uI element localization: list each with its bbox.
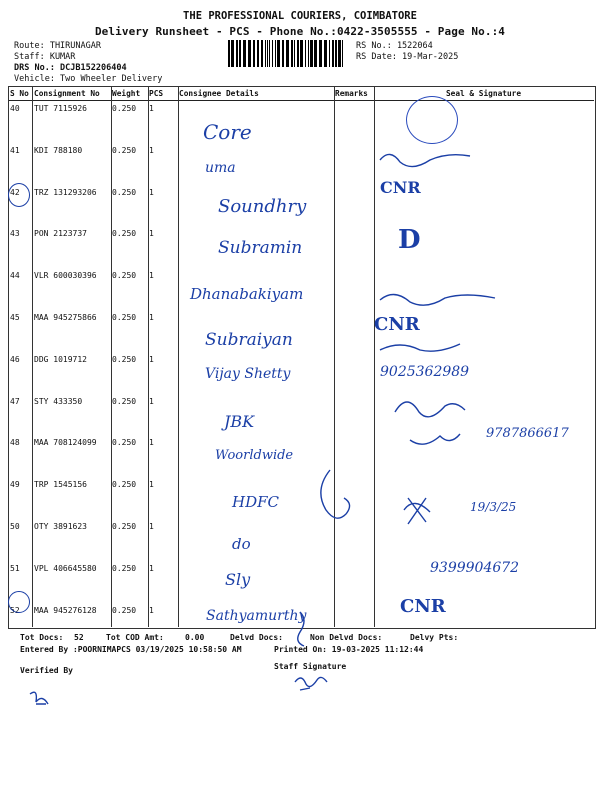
row-remarks [333,394,373,436]
total-docs-label: Tot Docs: [20,633,64,642]
row-pcs: 1 [149,271,154,281]
table-row [8,435,594,477]
row-remarks [333,101,373,143]
row-consignment-no: MAA 945276128 [34,605,97,615]
total-docs-value: 52 [74,633,84,642]
row-weight: 0.250 [112,605,137,615]
row-weight: 0.250 [112,271,137,281]
runsheet-subtitle: Delivery Runsheet - PCS - Phone No.:0422-3505555 - Page No.:4 [94,25,506,38]
row-consignment-no: MAA 708124099 [34,438,97,448]
row-consignment-no: TUT 7115926 [34,104,87,113]
row-pcs: 1 [149,396,154,406]
handwritten-signature: CNR [374,314,420,335]
handwritten-signature: 9025362989 [380,364,470,380]
row-pcs: 1 [149,312,154,322]
col-consignment: Consignment No [32,86,110,101]
column-divider [148,86,149,627]
handwritten-signature: CNR [380,178,421,197]
column-divider [334,86,335,627]
row-sno: 47 [10,396,20,406]
row-weight: 0.250 [112,187,137,197]
col-remarks: Remarks [333,86,373,101]
table-row [8,310,594,352]
circle-mark [8,183,30,207]
table-header-row [8,86,594,101]
row-weight: 0.250 [112,104,137,113]
row-consignment-no: STY 433350 [34,396,83,406]
row-pcs: 1 [149,354,154,364]
row-weight: 0.250 [112,145,137,155]
staff-signature-label: Staff Signature [274,662,347,671]
row-sno: 48 [10,438,20,448]
row-sno: 46 [10,354,20,364]
row-pcs: 1 [149,145,154,155]
row-weight: 0.250 [112,354,137,364]
row-pcs: 1 [149,187,154,197]
row-sno: 52 [10,605,20,615]
handwritten-consignee: Subramin [218,238,303,258]
column-divider [32,86,33,627]
row-remarks [333,226,373,268]
row-consignment-no: VPL 406645580 [34,563,97,573]
non-delivered-docs-label: Non Delvd Docs: [310,633,383,642]
row-pcs: 1 [149,521,154,531]
rs-number: RS No.: 1522064 [356,41,433,51]
drs-number: DRS No.: DCJB152206404 [14,63,127,73]
row-pcs: 1 [149,563,154,573]
handwritten-signature: D [398,225,421,255]
handwritten-signature: 19/3/25 [470,500,517,514]
row-consignee-details [177,561,333,603]
row-consignment-no: MAA 945275866 [34,312,97,322]
row-sno: 50 [10,521,20,531]
verified-signature-scribble [30,692,48,704]
row-weight: 0.250 [112,521,137,531]
row-sno: 42 [10,187,20,197]
row-remarks [333,519,373,561]
table-row [8,519,594,561]
handwritten-consignee: Subraiyan [205,330,293,350]
row-consignment-no: KDI 788180 [34,145,83,155]
row-seal-signature [373,268,594,310]
row-pcs: 1 [149,438,154,448]
row-sno: 51 [10,563,20,573]
table-row [8,352,594,394]
row-consignment-no: PON 2123737 [34,229,87,239]
row-consignee-details [177,394,333,436]
row-remarks [333,352,373,394]
row-sno: 40 [10,104,20,113]
handwritten-consignee: Dhanabakiyam [190,285,304,303]
column-divider [374,86,375,627]
handwritten-consignee: uma [205,160,236,176]
handwritten-consignee: do [232,535,251,553]
row-consignee-details [177,143,333,185]
handwritten-consignee: Vijay Shetty [205,366,291,382]
row-weight: 0.250 [112,229,137,239]
row-consignment-no: OTY 3891623 [34,521,87,531]
row-remarks [333,310,373,352]
vehicle: Vehicle: Two Wheeler Delivery [14,74,163,84]
col-consignee: Consignee Details [177,86,333,101]
col-weight: Weight [110,86,147,101]
row-remarks [333,561,373,603]
table-row [8,143,594,185]
handwritten-consignee: Woorldwide [215,448,294,463]
row-sno: 41 [10,145,20,155]
handwritten-signature: CNR [400,596,446,617]
company-title: THE PROFESSIONAL COURIERS, COIMBATORE [183,10,417,22]
delivered-docs-label: Delvd Docs: [230,633,283,642]
handwritten-consignee: Sathyamurthy [206,608,307,624]
entered-by: Entered By :POORNIMAPCS 03/19/2025 10:58:50 AM [20,645,242,654]
row-pcs: 1 [149,480,154,490]
verified-by-label: Verified By [20,666,73,675]
row-sno: 49 [10,480,20,490]
staff-signature-scribble [295,677,327,690]
printed-on: Printed On: 19-03-2025 11:12:44 [274,645,424,654]
barcode-image [228,40,346,67]
row-remarks [333,435,373,477]
circle-mark [8,591,30,613]
table-row [8,101,594,143]
row-remarks [333,268,373,310]
row-weight: 0.250 [112,480,137,490]
row-consignee-details [177,519,333,561]
row-seal-signature [373,519,594,561]
row-weight: 0.250 [112,312,137,322]
row-sno: 43 [10,229,20,239]
column-divider [178,86,179,627]
row-weight: 0.250 [112,563,137,573]
runsheet-table [8,86,594,640]
handwritten-consignee: JBK [224,412,255,431]
row-sno: 45 [10,312,20,322]
handwritten-signature: 9787866617 [486,426,569,441]
row-consignment-no: DDG 1019712 [34,354,87,364]
row-consignment-no: TRZ 131293206 [34,187,97,197]
col-seal-signature: Seal & Signature [373,86,594,101]
row-pcs: 1 [149,104,154,113]
row-weight: 0.250 [112,396,137,406]
handwritten-consignee: Sly [225,570,251,589]
route: Route: THIRUNAGAR [14,41,101,51]
handwritten-signature: 9399904672 [430,560,520,576]
courier-seal-stamp [406,96,458,144]
row-consignment-no: VLR 600030396 [34,271,97,281]
staff: Staff: KUMAR [14,52,76,62]
handwritten-consignee: Core [203,120,252,144]
row-sno: 44 [10,271,20,281]
total-cod-value: 0.00 [185,633,205,642]
handwritten-consignee: HDFC [232,493,279,511]
col-pcs: PCS [147,86,177,101]
col-sno: S No [8,86,32,101]
total-cod-label: Tot COD Amt: [106,633,164,642]
row-seal-signature [373,435,594,477]
row-remarks [333,185,373,227]
row-weight: 0.250 [112,438,137,448]
row-pcs: 1 [149,229,154,239]
row-consignment-no: TRP 1545156 [34,480,87,490]
row-pcs: 1 [149,605,154,615]
row-remarks [333,143,373,185]
row-consignee-details [177,101,333,143]
handwritten-consignee: Soundhry [218,196,307,217]
row-remarks [333,477,373,519]
rs-date: RS Date: 19-Mar-2025 [356,52,459,62]
column-divider [111,86,112,627]
delivery-points-label: Delvy Pts: [410,633,459,642]
